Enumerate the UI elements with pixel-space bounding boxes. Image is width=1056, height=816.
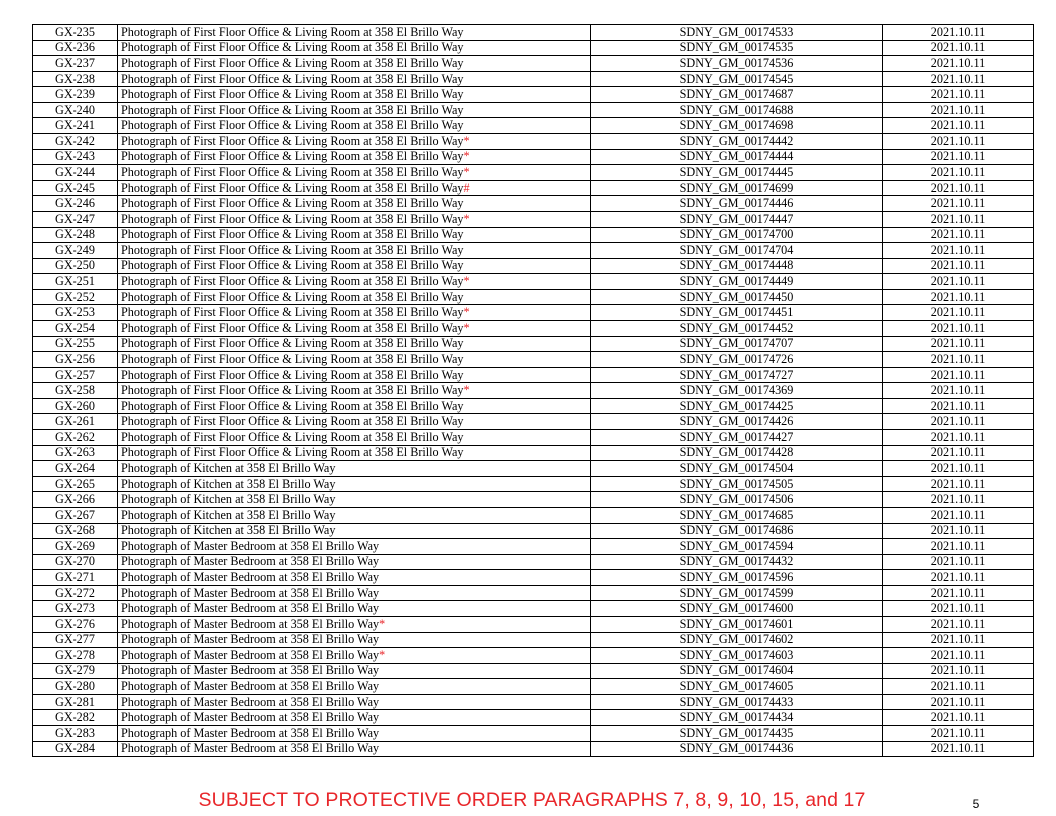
exhibit-description: Photograph of First Floor Office & Living Room at 358 El Brillo Way: [121, 40, 464, 55]
production-date: 2021.10.11: [883, 320, 1034, 336]
exhibit-description-cell: [118, 398, 591, 414]
bates-number: SDNY_GM_00174687: [591, 87, 883, 103]
production-date: 2021.10.11: [883, 196, 1034, 212]
exhibit-description: Photograph of First Floor Office & Living Room at 358 El Brillo Way: [121, 118, 464, 133]
exhibit-description: Photograph of Kitchen at 358 El Brillo Way: [121, 492, 336, 507]
exhibit-description: Photograph of First Floor Office & Living Room at 358 El Brillo Way: [121, 383, 464, 398]
table-row: [33, 289, 1034, 305]
exhibit-description-cell: [118, 694, 591, 710]
exhibit-description-cell: [118, 414, 591, 430]
production-date: 2021.10.11: [883, 211, 1034, 227]
exhibit-number: GX-278: [33, 648, 118, 664]
production-date: 2021.10.11: [883, 71, 1034, 87]
exhibit-description-cell: [118, 741, 591, 757]
exhibit-description-cell: [118, 274, 591, 290]
bates-number: SDNY_GM_00174442: [591, 134, 883, 150]
exhibit-number: GX-250: [33, 258, 118, 274]
table-row: [33, 102, 1034, 118]
exhibit-description: Photograph of First Floor Office & Living Room at 358 El Brillo Way: [121, 398, 464, 413]
exhibit-description: Photograph of Master Bedroom at 358 El Brillo Way: [121, 585, 380, 600]
exhibit-description-cell: [118, 648, 591, 664]
bates-number: SDNY_GM_00174603: [591, 648, 883, 664]
table-row: [33, 118, 1034, 134]
exhibit-description-cell: [118, 180, 591, 196]
exhibit-description: Photograph of Master Bedroom at 358 El Brillo Way: [121, 601, 380, 616]
bates-number: SDNY_GM_00174605: [591, 679, 883, 695]
exhibit-description-cell: [118, 585, 591, 601]
production-date: 2021.10.11: [883, 492, 1034, 508]
exhibit-description: Photograph of Master Bedroom at 358 El Brillo Way: [121, 647, 380, 662]
table-row: [33, 149, 1034, 165]
exhibit-description-cell: [118, 476, 591, 492]
table-row: [33, 258, 1034, 274]
page-number: 5: [972, 797, 980, 811]
table-row: [33, 554, 1034, 570]
exhibit-description-cell: [118, 663, 591, 679]
exhibit-description-cell: [118, 492, 591, 508]
production-date: 2021.10.11: [883, 274, 1034, 290]
bates-number: SDNY_GM_00174727: [591, 367, 883, 383]
bates-number: SDNY_GM_00174726: [591, 352, 883, 368]
exhibit-description-cell: [118, 461, 591, 477]
exhibit-number: GX-272: [33, 585, 118, 601]
annotation-mark: *: [463, 211, 470, 226]
production-date: 2021.10.11: [883, 476, 1034, 492]
table-row: [33, 165, 1034, 181]
exhibit-description: Photograph of Master Bedroom at 358 El Brillo Way: [121, 741, 380, 756]
exhibit-number: GX-262: [33, 430, 118, 446]
table-row: [33, 679, 1034, 695]
table-row: [33, 616, 1034, 632]
exhibit-number: GX-242: [33, 134, 118, 150]
exhibit-description: Photograph of First Floor Office & Living Room at 358 El Brillo Way: [121, 351, 464, 366]
table-row: [33, 398, 1034, 414]
table-row: [33, 585, 1034, 601]
exhibit-number: GX-264: [33, 461, 118, 477]
exhibit-description-cell: [118, 445, 591, 461]
annotation-mark: *: [379, 647, 386, 662]
table-row: [33, 56, 1034, 72]
table-row: [33, 523, 1034, 539]
table-row: [33, 414, 1034, 430]
table-row: [33, 367, 1034, 383]
bates-number: SDNY_GM_00174436: [591, 741, 883, 757]
exhibit-number: GX-266: [33, 492, 118, 508]
bates-number: SDNY_GM_00174504: [591, 461, 883, 477]
production-date: 2021.10.11: [883, 741, 1034, 757]
exhibit-rows: [33, 25, 1034, 757]
exhibit-description-cell: [118, 258, 591, 274]
bates-number: SDNY_GM_00174447: [591, 211, 883, 227]
exhibit-number: GX-257: [33, 367, 118, 383]
production-date: 2021.10.11: [883, 383, 1034, 399]
bates-number: SDNY_GM_00174427: [591, 430, 883, 446]
exhibit-number: GX-238: [33, 71, 118, 87]
exhibit-description-cell: [118, 289, 591, 305]
bates-number: SDNY_GM_00174704: [591, 243, 883, 259]
bates-number: SDNY_GM_00174536: [591, 56, 883, 72]
exhibit-description: Photograph of Master Bedroom at 358 El Brillo Way: [121, 663, 380, 678]
exhibit-number: GX-267: [33, 507, 118, 523]
production-date: 2021.10.11: [883, 414, 1034, 430]
bates-number: SDNY_GM_00174426: [591, 414, 883, 430]
exhibit-description-cell: [118, 211, 591, 227]
exhibit-description: Photograph of Kitchen at 358 El Brillo Way: [121, 460, 336, 475]
exhibit-number: GX-268: [33, 523, 118, 539]
exhibit-description-cell: [118, 554, 591, 570]
production-date: 2021.10.11: [883, 539, 1034, 555]
exhibit-description: Photograph of Master Bedroom at 358 El Brillo Way: [121, 538, 380, 553]
exhibit-description-cell: [118, 632, 591, 648]
exhibit-description: Photograph of First Floor Office & Living Room at 358 El Brillo Way: [121, 320, 464, 335]
exhibit-description: Photograph of Master Bedroom at 358 El Brillo Way: [121, 710, 380, 725]
exhibit-description: Photograph of First Floor Office & Living Room at 358 El Brillo Way: [121, 87, 464, 102]
bates-number: SDNY_GM_00174533: [591, 25, 883, 41]
production-date: 2021.10.11: [883, 289, 1034, 305]
production-date: 2021.10.11: [883, 554, 1034, 570]
exhibit-number: GX-276: [33, 616, 118, 632]
exhibit-description: Photograph of Master Bedroom at 358 El Brillo Way: [121, 632, 380, 647]
exhibit-description-cell: [118, 570, 591, 586]
bates-number: SDNY_GM_00174594: [591, 539, 883, 555]
production-date: 2021.10.11: [883, 180, 1034, 196]
exhibit-number: GX-282: [33, 710, 118, 726]
bates-number: SDNY_GM_00174452: [591, 320, 883, 336]
production-date: 2021.10.11: [883, 336, 1034, 352]
bates-number: SDNY_GM_00174505: [591, 476, 883, 492]
production-date: 2021.10.11: [883, 570, 1034, 586]
table-row: [33, 25, 1034, 41]
exhibit-description: Photograph of First Floor Office & Living Room at 358 El Brillo Way: [121, 274, 464, 289]
table-row: [33, 134, 1034, 150]
table-row: [33, 211, 1034, 227]
bates-number: SDNY_GM_00174599: [591, 585, 883, 601]
table-row: [33, 476, 1034, 492]
exhibit-description: Photograph of First Floor Office & Living Room at 358 El Brillo Way: [121, 164, 464, 179]
bates-number: SDNY_GM_00174449: [591, 274, 883, 290]
bates-number: SDNY_GM_00174448: [591, 258, 883, 274]
exhibit-number: GX-271: [33, 570, 118, 586]
exhibit-number: GX-281: [33, 694, 118, 710]
exhibit-number: GX-253: [33, 305, 118, 321]
bates-number: SDNY_GM_00174428: [591, 445, 883, 461]
exhibit-description-cell: [118, 25, 591, 41]
production-date: 2021.10.11: [883, 102, 1034, 118]
production-date: 2021.10.11: [883, 134, 1034, 150]
exhibit-description-cell: [118, 336, 591, 352]
exhibit-description-cell: [118, 87, 591, 103]
table-row: [33, 492, 1034, 508]
exhibit-description-cell: [118, 102, 591, 118]
table-row: [33, 87, 1034, 103]
exhibit-number: GX-283: [33, 726, 118, 742]
production-date: 2021.10.11: [883, 648, 1034, 664]
exhibit-number: GX-261: [33, 414, 118, 430]
production-date: 2021.10.11: [883, 632, 1034, 648]
production-date: 2021.10.11: [883, 352, 1034, 368]
exhibit-description: Photograph of First Floor Office & Living Room at 358 El Brillo Way: [121, 102, 464, 117]
exhibit-description: Photograph of First Floor Office & Living Room at 358 El Brillo Way: [121, 149, 464, 164]
table-row: [33, 570, 1034, 586]
exhibit-description-cell: [118, 149, 591, 165]
table-row: [33, 539, 1034, 555]
exhibit-description: Photograph of Kitchen at 358 El Brillo Way: [121, 507, 336, 522]
table-row: [33, 710, 1034, 726]
exhibit-description-cell: [118, 601, 591, 617]
production-date: 2021.10.11: [883, 445, 1034, 461]
annotation-mark: *: [463, 149, 470, 164]
production-date: 2021.10.11: [883, 585, 1034, 601]
annotation-mark: *: [463, 274, 470, 289]
exhibit-number: GX-239: [33, 87, 118, 103]
table-row: [33, 383, 1034, 399]
exhibit-number: GX-236: [33, 40, 118, 56]
production-date: 2021.10.11: [883, 430, 1034, 446]
annotation-mark: #: [463, 180, 470, 195]
exhibit-description-cell: [118, 726, 591, 742]
bates-number: SDNY_GM_00174444: [591, 149, 883, 165]
exhibit-number: GX-258: [33, 383, 118, 399]
exhibit-description-cell: [118, 507, 591, 523]
exhibit-number: GX-273: [33, 601, 118, 617]
annotation-mark: *: [463, 320, 470, 335]
bates-number: SDNY_GM_00174451: [591, 305, 883, 321]
production-date: 2021.10.11: [883, 40, 1034, 56]
exhibit-number: GX-237: [33, 56, 118, 72]
protective-order-notice: SUBJECT TO PROTECTIVE ORDER PARAGRAPHS 7, 8, 9, 10, 15, and 17: [198, 789, 866, 811]
exhibit-description-cell: [118, 352, 591, 368]
table-row: [33, 430, 1034, 446]
bates-number: SDNY_GM_00174604: [591, 663, 883, 679]
exhibit-description: Photograph of First Floor Office & Living Room at 358 El Brillo Way: [121, 305, 464, 320]
exhibit-description-cell: [118, 134, 591, 150]
exhibit-number: GX-243: [33, 149, 118, 165]
bates-number: SDNY_GM_00174600: [591, 601, 883, 617]
production-date: 2021.10.11: [883, 710, 1034, 726]
production-date: 2021.10.11: [883, 523, 1034, 539]
exhibit-description-cell: [118, 383, 591, 399]
exhibit-number: GX-252: [33, 289, 118, 305]
exhibit-number: GX-255: [33, 336, 118, 352]
exhibit-description-cell: [118, 679, 591, 695]
exhibit-description-cell: [118, 539, 591, 555]
exhibit-description: Photograph of First Floor Office & Living Room at 358 El Brillo Way: [121, 55, 464, 70]
table-row: [33, 305, 1034, 321]
exhibit-description: Photograph of Master Bedroom at 358 El Brillo Way: [121, 554, 380, 569]
bates-number: SDNY_GM_00174686: [591, 523, 883, 539]
table-row: [33, 352, 1034, 368]
table-row: [33, 632, 1034, 648]
exhibit-number: GX-235: [33, 25, 118, 41]
production-date: 2021.10.11: [883, 367, 1034, 383]
production-date: 2021.10.11: [883, 507, 1034, 523]
bates-number: SDNY_GM_00174601: [591, 616, 883, 632]
exhibit-description-cell: [118, 305, 591, 321]
production-date: 2021.10.11: [883, 305, 1034, 321]
annotation-mark: *: [463, 133, 470, 148]
exhibit-number: GX-244: [33, 165, 118, 181]
production-date: 2021.10.11: [883, 227, 1034, 243]
exhibit-description: Photograph of First Floor Office & Living Room at 358 El Brillo Way: [121, 71, 464, 86]
exhibit-description: Photograph of Kitchen at 358 El Brillo Way: [121, 523, 336, 538]
table-row: [33, 461, 1034, 477]
exhibit-description-cell: [118, 523, 591, 539]
exhibit-description: Photograph of Master Bedroom at 358 El Brillo Way: [121, 616, 380, 631]
annotation-mark: *: [463, 305, 470, 320]
production-date: 2021.10.11: [883, 726, 1034, 742]
table-row: [33, 601, 1034, 617]
exhibit-list-table: [32, 24, 1034, 757]
bates-number: SDNY_GM_00174596: [591, 570, 883, 586]
bates-number: SDNY_GM_00174446: [591, 196, 883, 212]
table-row: [33, 663, 1034, 679]
bates-number: SDNY_GM_00174432: [591, 554, 883, 570]
exhibit-number: GX-284: [33, 741, 118, 757]
production-date: 2021.10.11: [883, 258, 1034, 274]
bates-number: SDNY_GM_00174700: [591, 227, 883, 243]
bates-number: SDNY_GM_00174450: [591, 289, 883, 305]
exhibit-number: GX-263: [33, 445, 118, 461]
exhibit-description: Photograph of First Floor Office & Living Room at 358 El Brillo Way: [121, 24, 464, 39]
exhibit-description: Photograph of Master Bedroom at 358 El Brillo Way: [121, 725, 380, 740]
exhibit-description: Photograph of First Floor Office & Living Room at 358 El Brillo Way: [121, 133, 464, 148]
bates-number: SDNY_GM_00174445: [591, 165, 883, 181]
table-row: [33, 726, 1034, 742]
table-row: [33, 71, 1034, 87]
exhibit-number: GX-270: [33, 554, 118, 570]
exhibit-description: Photograph of First Floor Office & Living Room at 358 El Brillo Way: [121, 196, 464, 211]
table-row: [33, 274, 1034, 290]
bates-number: SDNY_GM_00174685: [591, 507, 883, 523]
bates-number: SDNY_GM_00174698: [591, 118, 883, 134]
production-date: 2021.10.11: [883, 165, 1034, 181]
exhibit-number: GX-269: [33, 539, 118, 555]
bates-number: SDNY_GM_00174425: [591, 398, 883, 414]
production-date: 2021.10.11: [883, 149, 1034, 165]
exhibit-number: GX-248: [33, 227, 118, 243]
exhibit-description: Photograph of Master Bedroom at 358 El Brillo Way: [121, 679, 380, 694]
table-row: [33, 694, 1034, 710]
exhibit-number: GX-240: [33, 102, 118, 118]
exhibit-description-cell: [118, 165, 591, 181]
table-row: [33, 741, 1034, 757]
table-row: [33, 180, 1034, 196]
exhibit-description-cell: [118, 320, 591, 336]
exhibit-number: GX-265: [33, 476, 118, 492]
table-row: [33, 648, 1034, 664]
table-row: [33, 445, 1034, 461]
exhibit-description-cell: [118, 118, 591, 134]
production-date: 2021.10.11: [883, 679, 1034, 695]
production-date: 2021.10.11: [883, 25, 1034, 41]
bates-number: SDNY_GM_00174506: [591, 492, 883, 508]
exhibit-description: Photograph of First Floor Office & Living Room at 358 El Brillo Way: [121, 211, 464, 226]
exhibit-description: Photograph of Master Bedroom at 358 El Brillo Way: [121, 570, 380, 585]
bates-number: SDNY_GM_00174545: [591, 71, 883, 87]
exhibit-description: Photograph of First Floor Office & Living Room at 358 El Brillo Way: [121, 180, 464, 195]
exhibit-number: GX-246: [33, 196, 118, 212]
exhibit-description-cell: [118, 227, 591, 243]
exhibit-description-cell: [118, 367, 591, 383]
bates-number: SDNY_GM_00174602: [591, 632, 883, 648]
table-row: [33, 40, 1034, 56]
exhibit-description-cell: [118, 71, 591, 87]
table-row: [33, 507, 1034, 523]
production-date: 2021.10.11: [883, 118, 1034, 134]
bates-number: SDNY_GM_00174707: [591, 336, 883, 352]
production-date: 2021.10.11: [883, 663, 1034, 679]
production-date: 2021.10.11: [883, 461, 1034, 477]
production-date: 2021.10.11: [883, 601, 1034, 617]
bates-number: SDNY_GM_00174435: [591, 726, 883, 742]
annotation-mark: *: [463, 383, 470, 398]
exhibit-number: GX-251: [33, 274, 118, 290]
exhibit-description: Photograph of First Floor Office & Living Room at 358 El Brillo Way: [121, 367, 464, 382]
table-row: [33, 336, 1034, 352]
annotation-mark: *: [379, 616, 386, 631]
exhibit-number: GX-277: [33, 632, 118, 648]
bates-number: SDNY_GM_00174688: [591, 102, 883, 118]
exhibit-description-cell: [118, 430, 591, 446]
table-row: [33, 320, 1034, 336]
exhibit-number: GX-256: [33, 352, 118, 368]
production-date: 2021.10.11: [883, 87, 1034, 103]
exhibit-description-cell: [118, 710, 591, 726]
exhibit-description-cell: [118, 196, 591, 212]
exhibit-description: Photograph of First Floor Office & Living Room at 358 El Brillo Way: [121, 227, 464, 242]
table-row: [33, 227, 1034, 243]
exhibit-description: Photograph of First Floor Office & Living Room at 358 El Brillo Way: [121, 445, 464, 460]
exhibit-description: Photograph of First Floor Office & Living Room at 358 El Brillo Way: [121, 414, 464, 429]
exhibit-description: Photograph of Kitchen at 358 El Brillo Way: [121, 476, 336, 491]
exhibit-number: GX-249: [33, 243, 118, 259]
exhibit-description: Photograph of First Floor Office & Living Room at 358 El Brillo Way: [121, 429, 464, 444]
annotation-mark: *: [463, 164, 470, 179]
bates-number: SDNY_GM_00174535: [591, 40, 883, 56]
exhibit-description: Photograph of First Floor Office & Living Room at 358 El Brillo Way: [121, 289, 464, 304]
exhibit-number: GX-260: [33, 398, 118, 414]
exhibit-description-cell: [118, 616, 591, 632]
bates-number: SDNY_GM_00174433: [591, 694, 883, 710]
exhibit-number: GX-241: [33, 118, 118, 134]
production-date: 2021.10.11: [883, 694, 1034, 710]
exhibit-description-cell: [118, 56, 591, 72]
exhibit-number: GX-247: [33, 211, 118, 227]
table-row: [33, 196, 1034, 212]
exhibit-number: GX-254: [33, 320, 118, 336]
bates-number: SDNY_GM_00174434: [591, 710, 883, 726]
table-row: [33, 243, 1034, 259]
production-date: 2021.10.11: [883, 616, 1034, 632]
exhibit-description: Photograph of First Floor Office & Living Room at 358 El Brillo Way: [121, 242, 464, 257]
production-date: 2021.10.11: [883, 56, 1034, 72]
exhibit-description: Photograph of Master Bedroom at 358 El Brillo Way: [121, 694, 380, 709]
exhibit-description-cell: [118, 40, 591, 56]
bates-number: SDNY_GM_00174699: [591, 180, 883, 196]
exhibit-description: Photograph of First Floor Office & Living Room at 358 El Brillo Way: [121, 258, 464, 273]
exhibit-description: Photograph of First Floor Office & Living Room at 358 El Brillo Way: [121, 336, 464, 351]
exhibit-number: GX-279: [33, 663, 118, 679]
production-date: 2021.10.11: [883, 398, 1034, 414]
bates-number: SDNY_GM_00174369: [591, 383, 883, 399]
production-date: 2021.10.11: [883, 243, 1034, 259]
exhibit-number: GX-280: [33, 679, 118, 695]
exhibit-number: GX-245: [33, 180, 118, 196]
exhibit-description-cell: [118, 243, 591, 259]
